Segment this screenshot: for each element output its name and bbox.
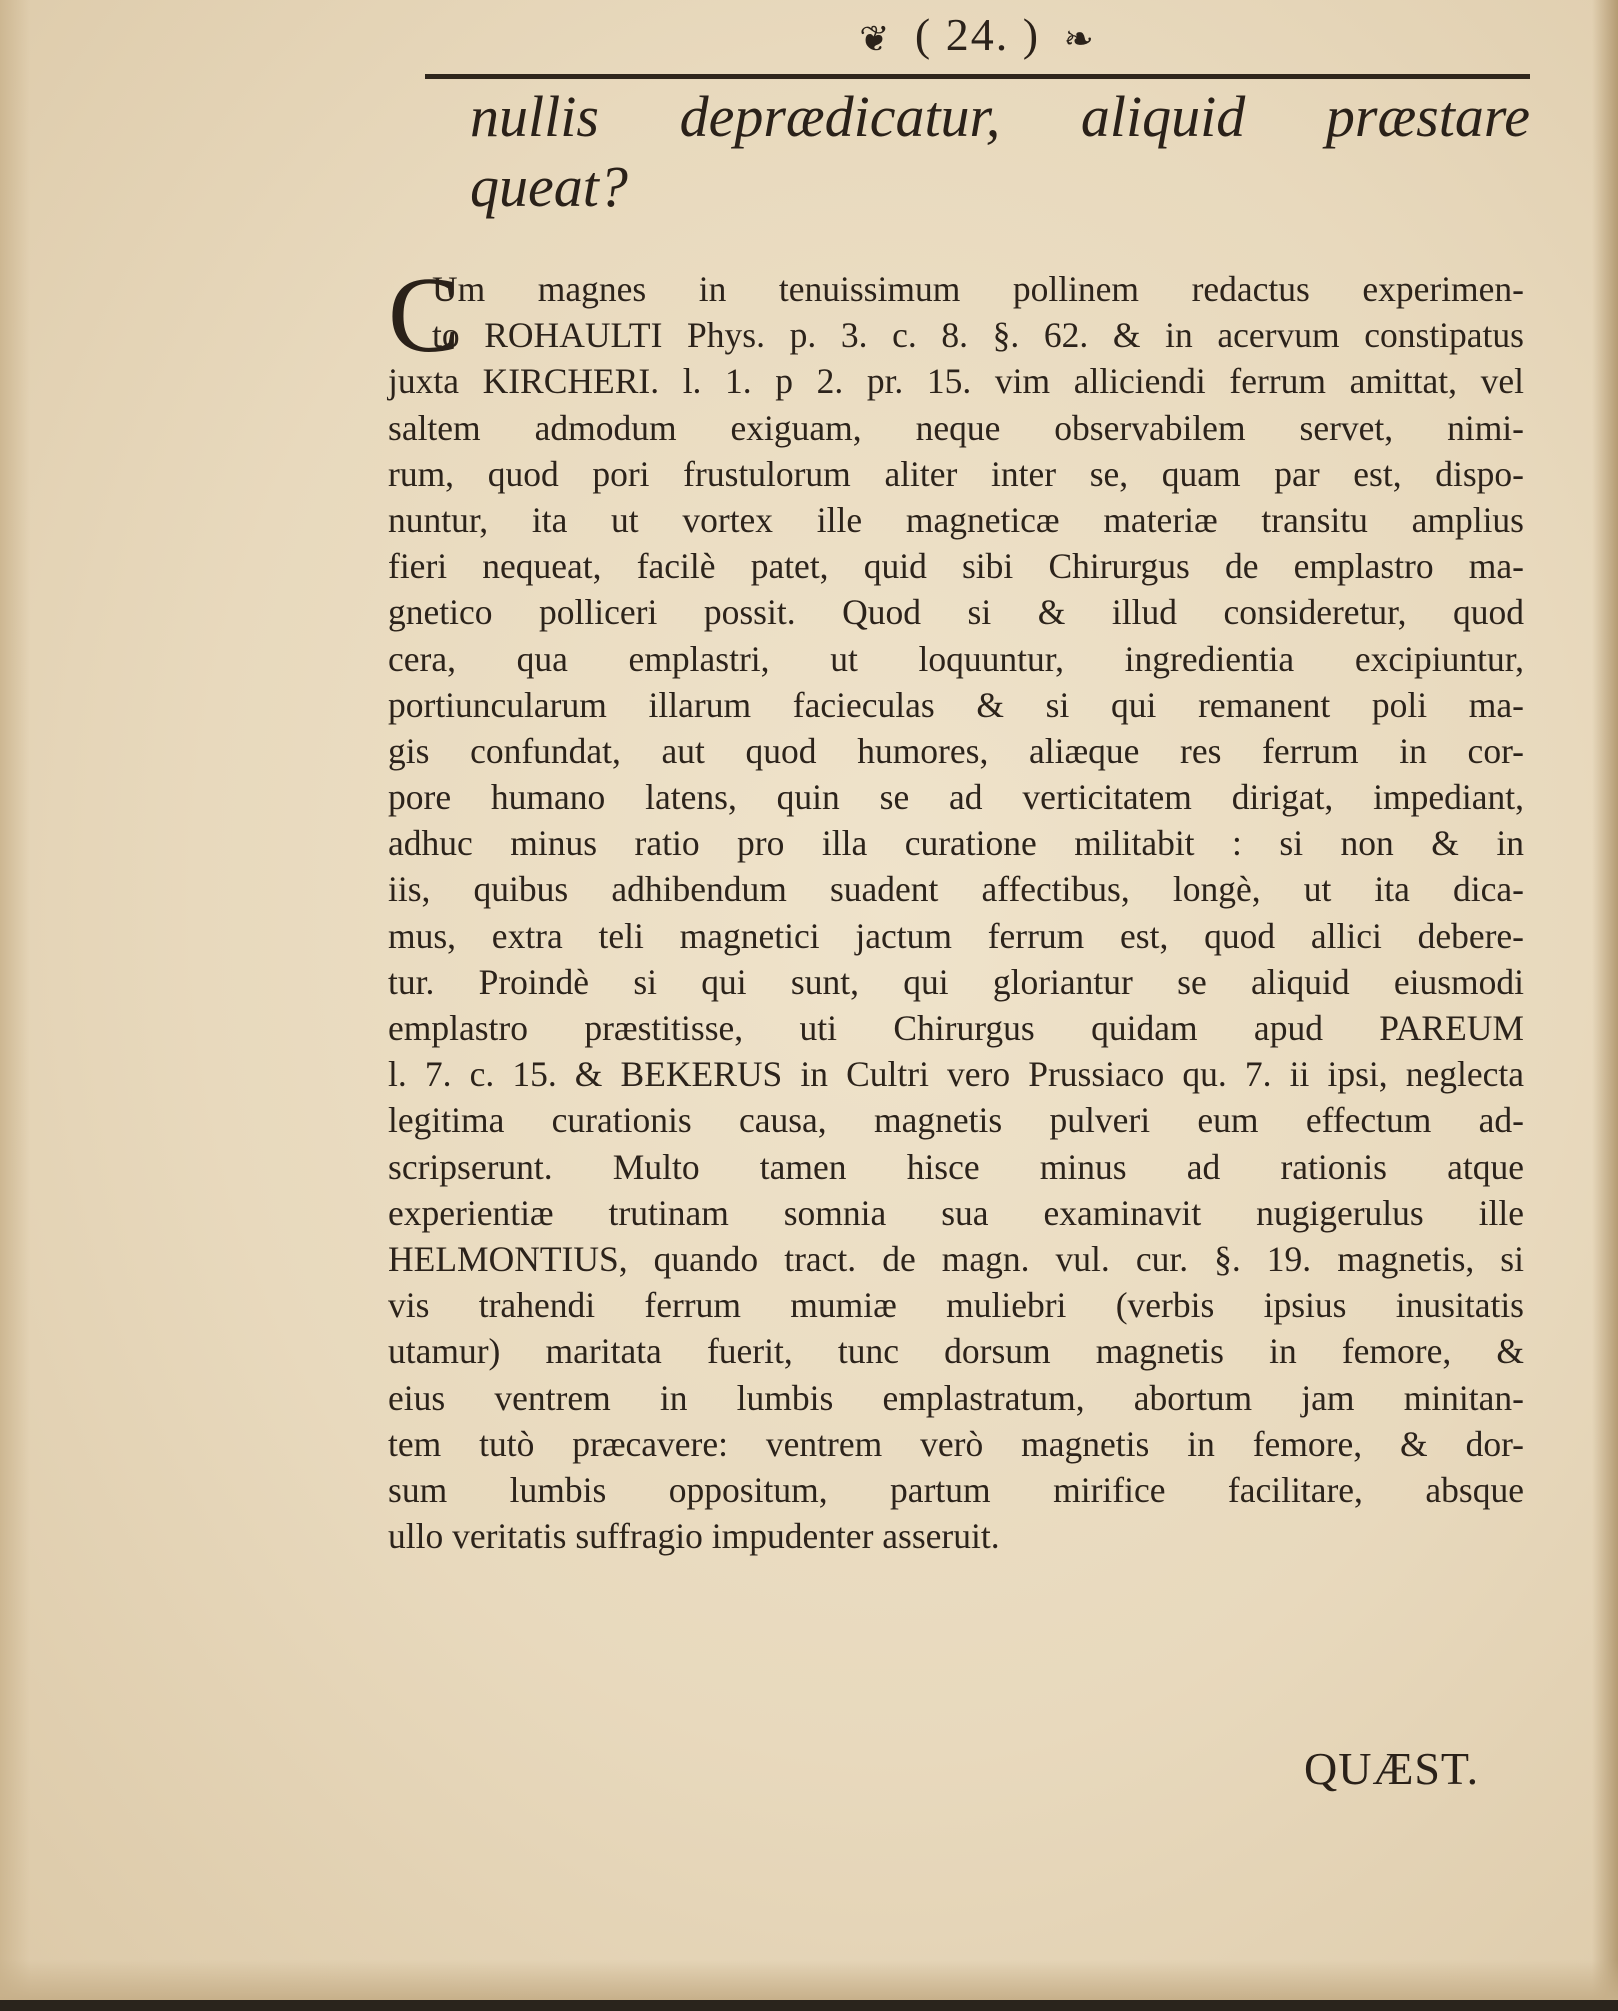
ornament-left-icon: ❦ [859, 19, 892, 60]
text-line: gis confundat, aut quod humores, aliæque res ferrum in cor- [388, 730, 1524, 771]
text-line: rum, quod pori frustulorum aliter inter se, quam par est, dispo- [388, 453, 1524, 494]
scan-bottom-strip [0, 2000, 1618, 2011]
text-line: legitima curationis causa, magnetis pulveri eum effectum ad- [388, 1100, 1524, 1141]
text-line: tem tutò præcavere: ventrem verò magnetis in femore, & dor- [388, 1423, 1524, 1464]
page-header [425, 8, 1530, 88]
text-line: pore humano latens, quin se ad verticitatem dirigat, impediant, [388, 777, 1524, 818]
text-line: cera, qua emplastri, ut loquuntur, ingredientia excipiuntur, [388, 638, 1524, 679]
text-line: adhuc minus ratio pro illa curatione militabit : si non & in [388, 823, 1524, 864]
text-line: ullo veritatis suffragio impudenter asseruit. [388, 1516, 1000, 1557]
text-line: sum lumbis oppositum, partum mirifice facilitare, absque [388, 1469, 1524, 1510]
body-lines [388, 256, 1524, 1559]
text-line: scripserunt. Multo tamen hisce minus ad rationis atque [388, 1146, 1524, 1187]
text-line: iis, quibus adhibendum suadent affectibus, longè, ut ita dica- [388, 869, 1524, 910]
page-gutter-shadow [0, 0, 30, 2000]
text-line: emplastro præstitisse, uti Chirurgus quidam apud PAREUM [388, 1008, 1524, 1048]
text-line: gnetico polliceri possit. Quod si & illud consideretur, quod [388, 592, 1524, 633]
heading-line-2: queat? [470, 154, 628, 219]
text-line: l. 7. c. 15. & BEKERUS in Cultri vero Prussiaco qu. 7. ii ipsi, neglecta [388, 1054, 1524, 1095]
catchword: QUÆST. [1304, 1743, 1480, 1794]
text-line: HELMONTIUS, quando tract. de magn. vul. cur. §. 19. magnetis, si [388, 1238, 1524, 1279]
body-text [388, 256, 1524, 1559]
question-heading [470, 82, 1530, 222]
page-bottom-shadow [0, 1960, 1618, 2000]
text-line: eius ventrem in lumbis emplastratum, abortum jam minitan- [388, 1377, 1524, 1418]
text-line: utamur) maritata fuerit, tunc dorsum magnetis in femore, & [388, 1331, 1524, 1372]
text-line: nuntur, ita ut vortex ille magneticæ materiæ transitu amplius [388, 499, 1524, 540]
page-number-text: ( 24. ) [914, 9, 1041, 60]
text-line: saltem admodum exiguam, neque observabilem servet, nimi- [388, 407, 1524, 448]
text-line: to ROHAULTI Phys. p. 3. c. 8. §. 62. & in acervum constipatus [432, 315, 1524, 356]
page-number [425, 8, 1530, 61]
heading-line-1: nullis deprædicatur, aliquid præstare [470, 84, 1530, 149]
text-line: juxta KIRCHERI. l. 1. p 2. pr. 15. vim alliciendi ferrum amittat, vel [388, 361, 1524, 402]
text-line: Um magnes in tenuissimum pollinem redactus experimen- [432, 269, 1524, 309]
text-line: portiuncularum illarum facieculas & si qui remanent poli ma- [388, 684, 1524, 725]
text-line: vis trahendi ferrum mumiæ muliebri (verbis ipsius inusitatis [388, 1285, 1524, 1326]
text-line: mus, extra teli magnetici jactum ferrum est, quod allici debere- [388, 915, 1524, 956]
page-edge-shadow [1592, 0, 1618, 2000]
text-line: tur. Proindè si qui sunt, qui gloriantur se aliquid eiusmodi [388, 961, 1524, 1002]
drop-cap: C [388, 256, 461, 375]
header-rule [425, 74, 1530, 79]
text-line: fieri nequeat, facilè patet, quid sibi Chirurgus de emplastro ma- [388, 546, 1524, 587]
text-line: experientiæ trutinam somnia sua examinavit nugigerulus ille [388, 1192, 1524, 1233]
ornament-right-icon: ❧ [1063, 19, 1096, 60]
